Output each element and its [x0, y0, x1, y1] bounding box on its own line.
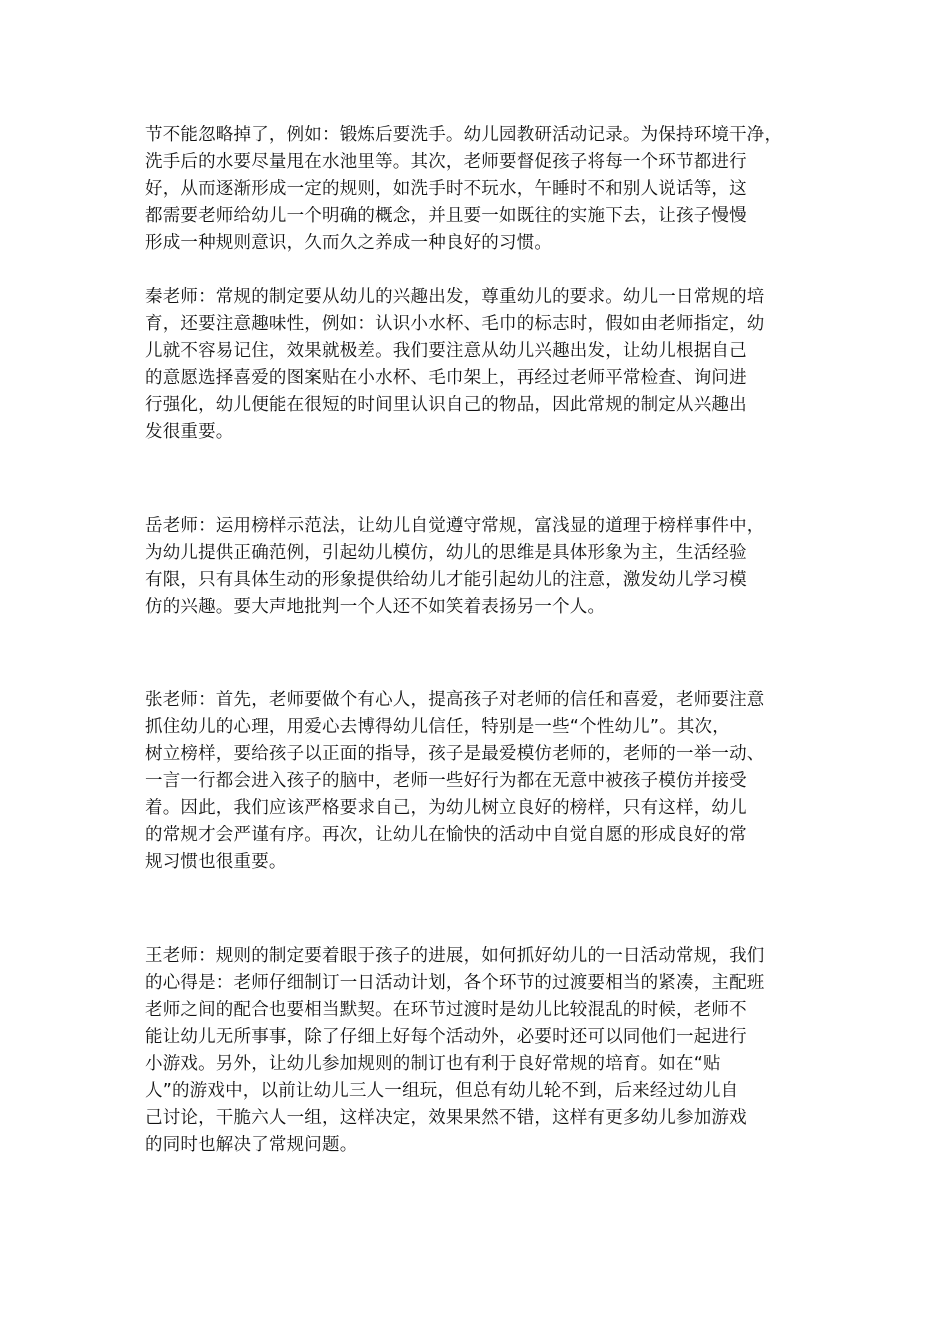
text-line: 小游戏。另外，让幼儿参加规则的制订也有利于良好常规的培育。如在“贴 [145, 1054, 721, 1074]
paragraph-teacher-wang [145, 943, 835, 1159]
text-line: 好，从而逐渐形成一定的规则，如洗手时不玩水，午睡时不和别人说话等，这 [145, 179, 747, 199]
paragraph-intro [145, 122, 835, 257]
text-line: 的心得是：老师仔细制订一日活动计划，各个环节的过渡要相当的紧凑，主配班 [145, 973, 765, 993]
text-line: 王老师：规则的制定要着眼于孩子的进展，如何抓好幼儿的一日活动常规，我们 [145, 946, 765, 966]
text-line: 发很重要。 [145, 422, 234, 442]
text-line: 都需要老师给幼儿一个明确的概念，并且要一如既往的实施下去，让孩子慢慢 [145, 206, 747, 226]
text-line: 规习惯也很重要。 [145, 852, 287, 872]
text-line: 人”的游戏中，以前让幼儿三人一组玩，但总有幼儿轮不到，后来经过幼儿自 [145, 1081, 739, 1101]
text-line: 抓住幼儿的心理，用爱心去博得幼儿信任，特别是一些“个性幼儿”。其次， [145, 717, 730, 737]
text-line: 形成一种规则意识，久而久之养成一种良好的习惯。 [145, 233, 553, 253]
text-line: 儿就不容易记住，效果就极差。我们要注意从幼儿兴趣出发，让幼儿根据自己 [145, 341, 747, 361]
text-line: 的意愿选择喜爱的图案贴在小水杯、毛巾架上，再经过老师平常检查、询问进 [145, 368, 747, 388]
text-line: 老师之间的配合也要相当默契。在环节过渡时是幼儿比较混乱的时候，老师不 [145, 1000, 747, 1020]
text-line: 能让幼儿无所事事，除了仔细上好每个活动外，必要时还可以同他们一起进行 [145, 1027, 747, 1047]
paragraph-teacher-zhang [145, 687, 835, 876]
text-line: 为幼儿提供正确范例，引起幼儿模仿，幼儿的思维是具体形象为主，生活经验 [145, 543, 747, 563]
text-line: 的同时也解决了常规问题。 [145, 1135, 358, 1155]
text-line: 岳老师：运用榜样示范法，让幼儿自觉遵守常规，富浅显的道理于榜样事件中， [145, 516, 765, 536]
text-line: 的常规才会严谨有序。再次，让幼儿在愉快的活动中自觉自愿的形成良好的常 [145, 825, 747, 845]
paragraph-teacher-qin [145, 284, 835, 446]
text-line: 秦老师：常规的制定要从幼儿的兴趣出发，尊重幼儿的要求。幼儿一日常规的培 [145, 287, 765, 307]
text-line: 洗手后的水要尽量甩在水池里等。其次，老师要督促孩子将每一个环节都进行 [145, 152, 747, 172]
text-line: 着。因此，我们应该严格要求自己，为幼儿树立良好的榜样，只有这样，幼儿 [145, 798, 747, 818]
text-line: 节不能忽略掉了，例如：锻炼后要洗手。幼儿园教研活动记录。为保持环境干净， [145, 125, 783, 145]
text-line: 一言一行都会进入孩子的脑中，老师一些好行为都在无意中被孩子模仿并接受 [145, 771, 747, 791]
text-line: 行强化，幼儿便能在很短的时间里认识自己的物品，因此常规的制定从兴趣出 [145, 395, 747, 415]
text-line: 育，还要注意趣味性，例如：认识小水杯、毛巾的标志时，假如由老师指定，幼 [145, 314, 765, 334]
text-line: 张老师：首先，老师要做个有心人，提高孩子对老师的信任和喜爱，老师要注意 [145, 690, 765, 710]
text-line: 仿的兴趣。要大声地批判一个人还不如笑着表扬另一个人。 [145, 597, 606, 617]
text-line: 己讨论，干脆六人一组，这样决定，效果果然不错，这样有更多幼儿参加游戏 [145, 1108, 747, 1128]
paragraph-teacher-yue [145, 513, 835, 621]
text-line: 树立榜样，要给孩子以正面的指导，孩子是最爱模仿老师的，老师的一举一动、 [145, 744, 765, 764]
text-line: 有限，只有具体生动的形象提供给幼儿才能引起幼儿的注意，激发幼儿学习模 [145, 570, 747, 590]
